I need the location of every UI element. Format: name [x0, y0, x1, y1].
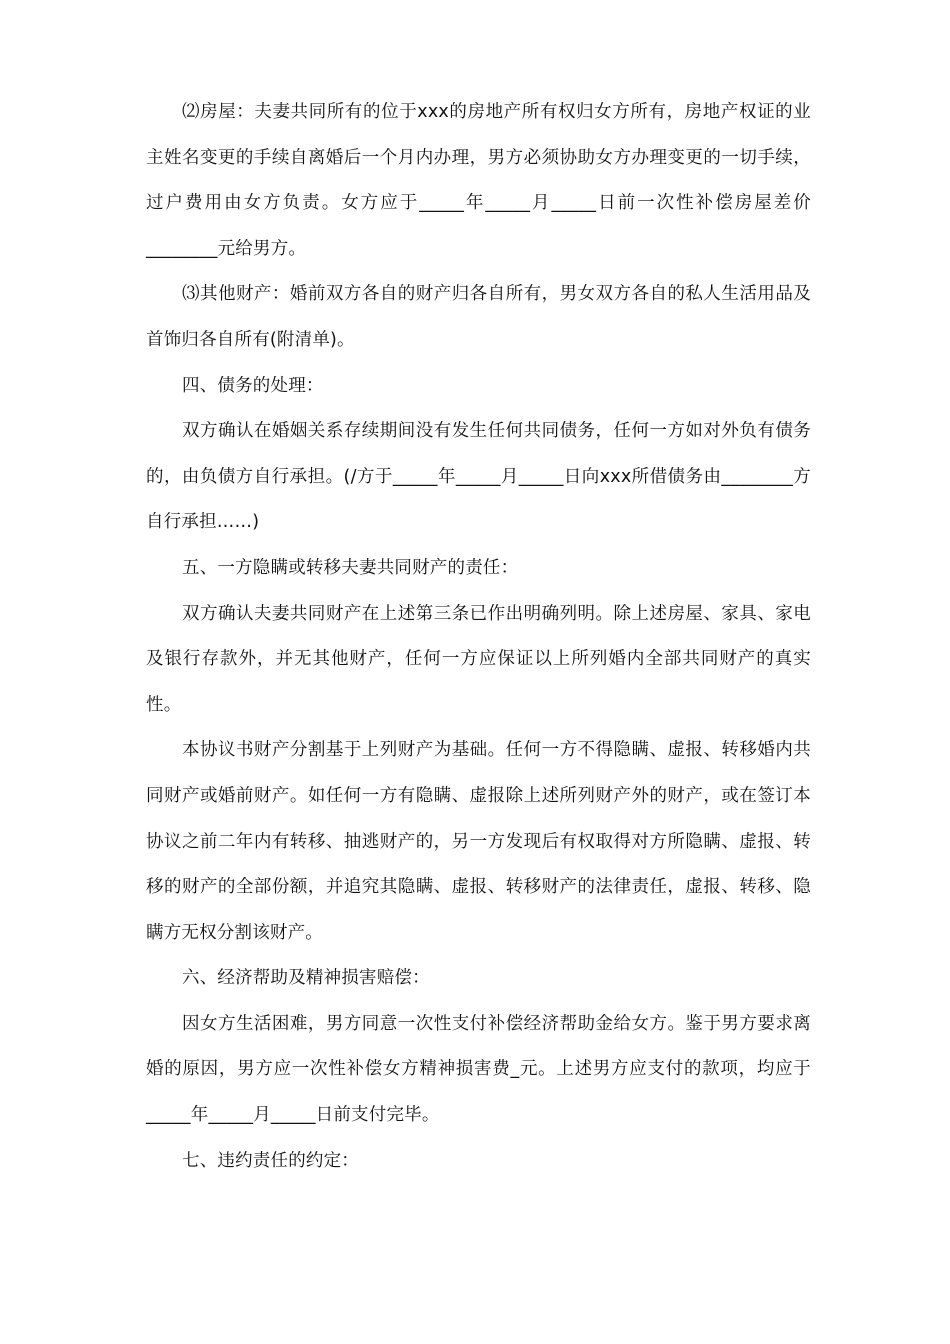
heading-debt: 四、债务的处理： [182, 375, 324, 396]
paragraph-concealment-1: 双方确认夫妻共同财产在上述第三条已作出明确列明。除上述房屋、家具、家电及银行存款外，并无其他财产，任何一方应保证以上所列婚内全部共同财产的真实性。 [146, 603, 811, 715]
document-body [146, 90, 811, 1184]
heading-concealment: 五、一方隐瞒或转移夫妻共同财产的责任： [182, 557, 519, 578]
paragraph-compensation: 因女方生活困难，男方同意一次性支付补偿经济帮助金给女方。鉴于男方要求离婚的原因，男方应一次性补偿女方精神损害费_元。上述男方应支付的款项，均应于_____年_____月_____日前支付完毕。 [146, 1013, 811, 1126]
heading-breach: 七、违约责任的约定： [182, 1150, 359, 1171]
heading-compensation: 六、经济帮助及精神损害赔偿： [182, 968, 430, 989]
paragraph-debt: 双方确认在婚姻关系存续期间没有发生任何共同债务，任何一方如对外负有债务的，由负债方自行承担。(/方于_____年_____月_____日向xxx所借债务由________方自行承担……) [146, 421, 811, 533]
paragraph-concealment-2: 本协议书财产分割基于上列财产为基础。任何一方不得隐瞒、虚报、转移婚内共同财产或婚前财产。如任何一方有隐瞒、虚报除上述所列财产外的财产，或在签订本协议之前二年内有转移、抽逃财产的，另一方发现后有权取得对方所隐瞒、虚报、转移的财产的全部份额，并追究其隐瞒、虚报、转移财产的法律责任，虚报、转移、隐瞒方无权分割该财产。 [146, 740, 811, 943]
paragraph-house: ⑵房屋：夫妻共同所有的位于xxx的房地产所有权归女方所有，房地产权证的业主姓名变更的手续自离婚后一个月内办理，男方必须协助女方办理变更的一切手续，过户费用由女方负责。女方应于_____年_____月_____日前一次性补偿房屋差价________元给男方。 [146, 102, 811, 259]
paragraph-other-property: ⑶其他财产：婚前双方各自的财产归各自所有，男女双方各自的私人生活用品及首饰归各自所有(附清单)。 [146, 284, 811, 350]
